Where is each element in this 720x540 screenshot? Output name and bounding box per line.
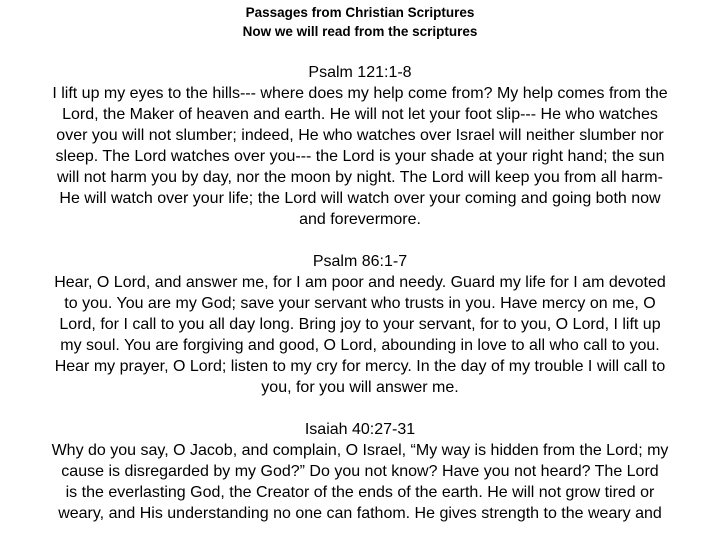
page-subtitle: Now we will read from the scriptures	[242, 24, 478, 39]
scripture-passages	[0, 62, 720, 524]
passage-reference: Psalm 121:1-8	[308, 64, 412, 81]
passage-isaiah-40	[0, 419, 720, 524]
passage-text: Why do you say, O Jacob, and complain, O Israel, “My way is hidden from the Lord; my cause is disregarded by my God?” Do you not know? Have you not heard? The Lord is the everlasting God, the Creator of the ends of the earth. He will not grow tired or weary, and His understanding no one can fathom. He gives strength to the weary and	[51, 442, 669, 522]
passage-text: Hear, O Lord, and answer me, for I am poor and needy. Guard my life for I am devoted to you. You are my God; save your servant who trusts in you. Have mercy on me, O Lord, for I call to you all day long. Bring joy to your servant, for to you, O Lord, I lift up my soul. You are forgiving and good, O Lord, abounding in love to all who call to you. Hear my prayer, O Lord; listen to my cry for mercy. In the day of my trouble I will call to you, for you will answer me.	[54, 274, 666, 396]
passage-psalm-121	[0, 62, 720, 230]
passage-text: I lift up my eyes to the hills--- where does my help come from? My help comes from the Lord, the Maker of heaven and earth. He will not let your foot slip--- He who watches over you will not slumber; indeed, He who watches over Israel will neither slumber nor sleep. The Lord watches over you--- the Lord is your shade at your right hand; the sun will not harm you by day, nor the moon by night. The Lord will keep you from all harm- He will watch over your life; the Lord will watch over your coming and going both now and forevermore.	[52, 85, 668, 228]
passage-reference: Psalm 86:1-7	[312, 253, 408, 270]
passage-psalm-86	[0, 251, 720, 398]
document-header	[0, 0, 720, 41]
passage-reference: Isaiah 40:27-31	[304, 421, 416, 438]
page-title: Passages from Christian Scriptures	[245, 5, 475, 20]
